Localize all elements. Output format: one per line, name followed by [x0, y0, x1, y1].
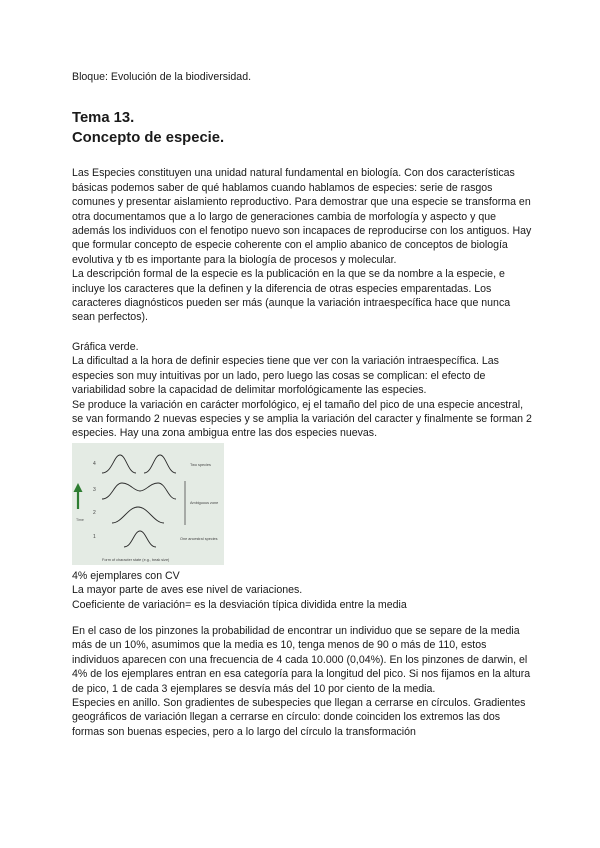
row-number-3: 3 [93, 486, 96, 493]
paragraph-ring-species: Especies en anillo. Son gradientes de subespecies que llegan a cerrarse en círculos. Gradientes geográficos de variación llegan a cerrarse en círculo: donde coinciden los extremos las dos formas son buenas especies, pero a lo largo del círculo la transformación [72, 696, 526, 738]
block-label: Bloque: Evolución de la biodiversidad. [72, 71, 252, 83]
speciation-figure [72, 443, 224, 565]
paragraph-morphological-variation: Se produce la variación en carácter morfológico, ej el tamaño del pico de una especie ancestral, se van formando 2 nuevas especies y se amplia la variación del caracter y finalmente se forman 2 especies. Hay una zona ambigua entre las dos especies nuevas. [72, 398, 532, 440]
distribution-curve-row2 [112, 507, 164, 523]
line-birds-variation: La mayor parte de aves ese nivel de variaciones. [72, 584, 303, 597]
line-cv-definition: Coeficiente de variación= es la desviación típica dividida entre la media [72, 598, 407, 611]
paragraph-variation-difficulty: La dificultad a la hora de definir especies tiene que ver con la variación intraespecífica. Las especies son muy intuitivas por un lado, pero luego las cosas se complican: el efecto de variabilidad sobre la capacidad de delimitar morfológicamente las especies. [72, 355, 499, 397]
label-two-species: Two species [190, 462, 211, 467]
row-number-1: 1 [93, 533, 96, 540]
paragraph-species-intro: Las Especies constituyen una unidad natural fundamental en biología. Con dos características básicas podemos saber de qué hablamos cuando hablamos de especies: serie de rasgos comunes y presentar aislamiento reproductivo. Para demostrar que una especie se transforma en otra documentamos que a lo largo de generaciones cambia de morfología y aspecto y que además los individuos con el fenotipo nuevo son incapaces de reproducirse con los antiguos. Hay que formular concepto de especie coherente con el amplio abanico de conceptos de biología evolutiva y tb es importante para la biología de procesos y molecular. [72, 167, 532, 266]
time-axis-label: Time [76, 517, 84, 522]
label-ambiguous-zone: Ambiguous zone [190, 500, 219, 505]
distribution-curve-row3 [102, 483, 176, 499]
row-number-2: 2 [93, 509, 96, 516]
figure-caption: Form of character state (e.g., beak size) [102, 557, 170, 562]
distribution-curve-row4 [102, 455, 176, 473]
speciation-diagram [72, 443, 224, 565]
topic-subtitle: Concepto de especie. [72, 130, 225, 147]
distribution-curve-row1 [124, 531, 156, 547]
time-arrow-icon [74, 483, 83, 509]
topic-title: Tema 13. [72, 110, 135, 127]
paragraph-formal-description: La descripción formal de la especie es la publicación en la que se da nombre a la especie, e incluye los caracteres que la definen y la diferencia de otras especies emparentadas. Los caracteres diagnósticos pueden ser más (aunque la variación intraespecífica hace que nunca sean perfectos). [72, 268, 511, 324]
label-one-species: One ancestral species [180, 536, 218, 541]
paragraph-finches: En el caso de los pinzones la probabilidad de encontrar un individuo que se separe de la media más de un 10%, asumimos que la media es 10, tenga menos de 90 o más de 110, estos individuos aparecen con una frecuencia de 4 cada 10.000 (0,04%). En los pinzones de darwin, el 4% de los ejemplares entran en esa categoría para la longitud del pico. Si nos fijamos en la altura de pico, 1 de cada 3 ejemplares se desvía más del 10 por ciento de la media. [72, 624, 531, 695]
row-number-4: 4 [93, 460, 96, 467]
section-heading-green-graph: Gráfica verde. [72, 340, 139, 353]
line-cv-percent: 4% ejemplares con CV [72, 569, 180, 582]
document-page [72, 70, 532, 739]
